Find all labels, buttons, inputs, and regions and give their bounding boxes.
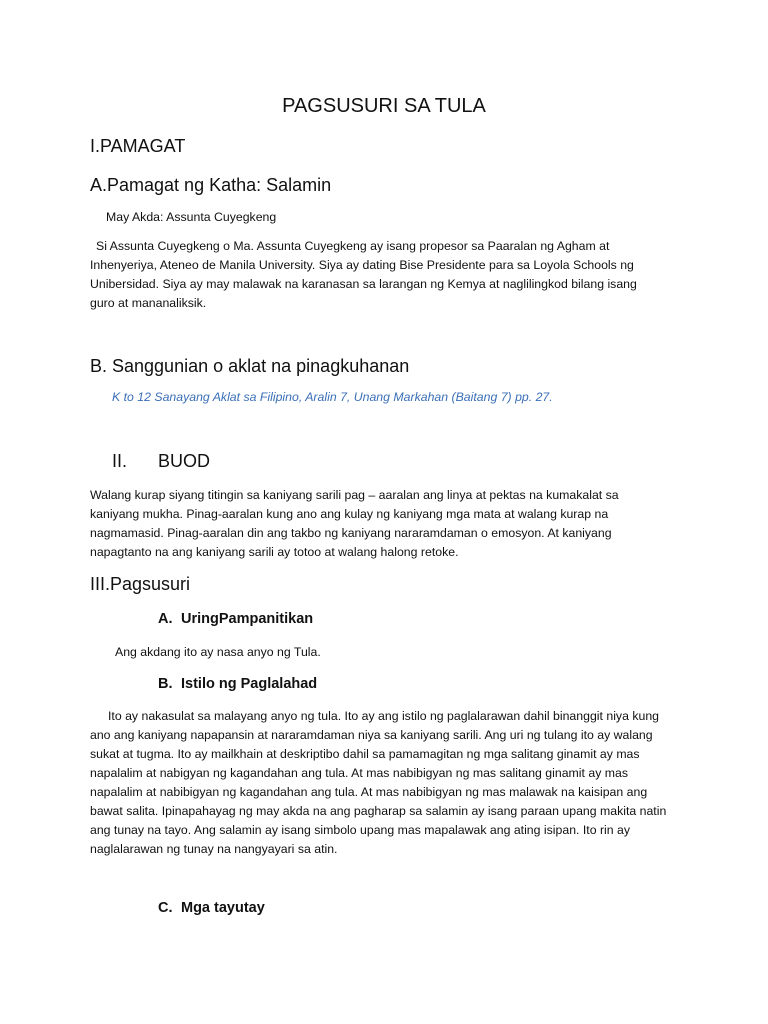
subheading-istilo-label: Istilo ng Paglalahad [181, 676, 318, 692]
source-citation: K to 12 Sanayang Aklat sa Filipino, Aralin 7, Unang Markahan (Baitang 7) pp. 27. [112, 390, 553, 404]
section-heading-buod: BUOD [158, 451, 211, 471]
subheading-mga-tayutay [158, 900, 265, 916]
subheading-pamagat-ng-katha: A.Pamagat ng Katha: Salamin [90, 175, 332, 195]
subheading-uring-pampanitikan [158, 611, 313, 627]
author-line: May Akda: Assunta Cuyegkeng [106, 210, 277, 224]
subheading-mga-tayutay-label: Mga tayutay [181, 900, 265, 916]
section-heading-pamagat: I.PAMAGAT [90, 136, 186, 156]
subheading-istilo-ng-paglalahad [158, 676, 317, 692]
section-heading-pagsusuri: III.Pagsusuri [90, 574, 191, 594]
subheading-uring-pampanitikan-label: UringPampanitikan [181, 611, 314, 627]
subheading-letter-b: B. [158, 676, 173, 692]
istilo-paragraph: Ito ay nakasulat sa malayang anyo ng tula. Ito ay ang istilo ng paglalarawan dahil binanggit niya kung ano ang kaniyang napapansin at nararamdaman niya sa kaniyang sarili. Ang uri ng tulang ito ay walang sukat at tugma. Ito ay mailkhain at deskriptibo dahil sa pamamagitan ng mga salitang ginamit ay mas napalalim at nabigyan ng kagandahan ang tula. At mas nabibigyan ng mas salitang ginamit ay mas napalalim at nabibigyan ng kagandahan ang tula. At mas nabibigyan ng mas malawak na kaisipan ang bawat salita. Ipinapahayag ng may akda na ang pagharap sa salamin ay isang paraan upang makita natin ang tunay na tayo. Ang salamin ay isang simbolo upang mas mapalawak ang ating isipan. Ito rin ay naglalarawan ng tunay na nangyayari sa atin. [90, 709, 667, 856]
buod-paragraph: Walang kurap siyang titingin sa kaniyang sarili pag – aaralan ang linya at pektas na kumakalat sa kaniyang mukha. Pinag-aaralan kung ano ang kulay ng kaniyang mga mata at walang kurap na nagmamasid. Pinag-aaralan din ang takbo ng kaniyang nararamdaman o emosyon. At kaniyang napagtanto na ang kaniyang sarili ay totoo at walang halong retoke. [90, 488, 619, 559]
subheading-letter-a: A. [158, 611, 173, 627]
uring-pampanitikan-paragraph: Ang akdang ito ay nasa anyo ng Tula. [115, 645, 321, 659]
subheading-sanggunian: B. Sanggunian o aklat na pinagkuhanan [90, 356, 410, 376]
page-title: PAGSUSURI SA TULA [282, 95, 486, 117]
section-number-ii: II. [112, 451, 128, 471]
subheading-letter-c: C. [158, 900, 173, 916]
author-bio-paragraph: Si Assunta Cuyegkeng o Ma. Assunta Cuyegkeng ay isang propesor sa Paaralan ng Agham at Inhenyeriya, Ateneo de Manila University. Siya ay dating Bise Presidente para sa Loyola Schools ng Unibersidad. Siya ay may malawak na karanasan sa larangan ng Kemya at naglilingkod bilang isang guro at mananaliksik. [90, 239, 637, 310]
